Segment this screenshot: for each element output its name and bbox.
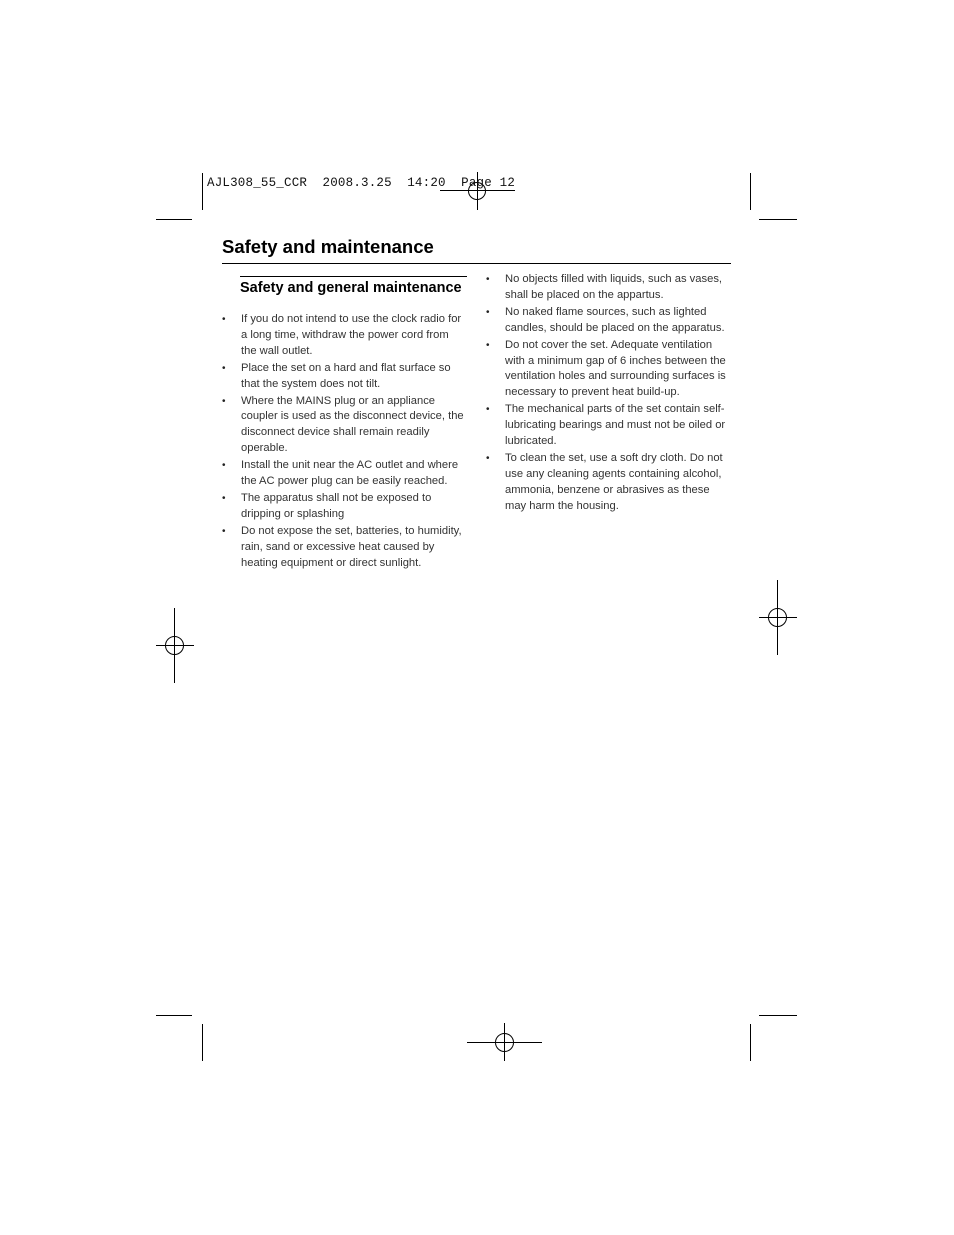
crop-mark-top-left-h (156, 219, 192, 220)
list-item: • The mechanical parts of the set contain self-lubricating bearings and must not be oiled or lubricated. (486, 402, 732, 450)
section-heading: Safety and general maintenance (240, 280, 462, 296)
list-item: • No objects filled with liquids, such as vases, shall be placed on the appartus. (486, 272, 732, 304)
crop-mark-bottom-right-v (750, 1024, 751, 1061)
crop-mark-top-right-h (759, 219, 797, 220)
list-item: • If you do not intend to use the clock radio for a long time, withdraw the power cord from the wall outlet. (222, 312, 467, 360)
list-item: • To clean the set, use a soft dry cloth. Do not use any cleaning agents containing alcohol, ammonia, benzene or abrasives as these may harm the housing. (486, 451, 732, 515)
list-item: • Where the MAINS plug or an appliance coupler is used as the disconnect device, the disconnect device shall remain readily operable. (222, 394, 467, 458)
section-rule (240, 276, 467, 277)
list-item: • Do not cover the set. Adequate ventilation with a minimum gap of 6 inches between the ventilation holes and surrounding surfaces is necessary to prevent heat build-up. (486, 338, 732, 402)
left-bullet-list (222, 312, 467, 573)
crop-mark-bottom-right-h (759, 1015, 797, 1016)
right-bullet-list (486, 272, 732, 516)
list-item: • Place the set on a hard and flat surface so that the system does not tilt. (222, 361, 467, 393)
page-title: Safety and maintenance (222, 236, 434, 257)
crop-mark-top-left-v (202, 173, 203, 210)
crop-mark-bottom-left-v (202, 1024, 203, 1061)
list-item: • Install the unit near the AC outlet and where the AC power plug can be easily reached. (222, 458, 467, 490)
title-rule (222, 263, 731, 264)
crop-mark-bottom-left-h (156, 1015, 192, 1016)
list-item: • The apparatus shall not be exposed to dripping or splashing (222, 491, 467, 523)
crop-mark-top-right-v (750, 173, 751, 210)
print-slug: AJL308_55_CCR 2008.3.25 14:20 Page 12 (207, 176, 516, 190)
list-item: • Do not expose the set, batteries, to humidity, rain, sand or excessive heat caused by heating equipment or direct sunlight. (222, 524, 467, 572)
list-item: • No naked flame sources, such as lighted candles, should be placed on the apparatus. (486, 305, 732, 337)
